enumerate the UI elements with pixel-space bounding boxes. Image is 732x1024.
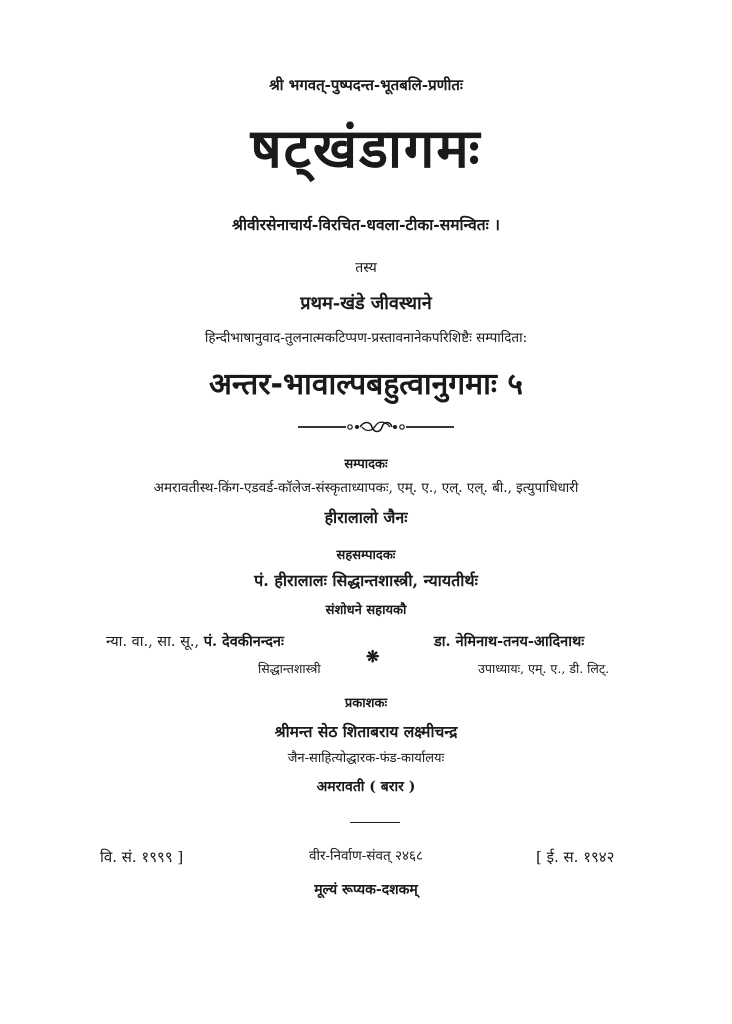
edition-note: हिन्दीभाषानुवाद-तुलनात्मकटिप्पण-प्रस्तावनानेकपरिशिष्टैः सम्पादिता:: [204, 330, 528, 346]
short-divider: [350, 822, 400, 823]
tasya-line: तस्य: [355, 260, 377, 276]
assistant-left: [106, 633, 321, 676]
ornament-divider-icon: [296, 420, 456, 434]
assistant-left-title: सिद्धान्तशास्त्री: [258, 661, 321, 676]
book-title: षट्खंडागमः: [250, 117, 482, 180]
attribution-line: श्री भगवत्-पुष्पदन्त-भूतबलि-प्रणीतः: [269, 76, 463, 94]
assistant-left-name: पं. देवकीनन्दनः: [203, 633, 284, 650]
assistant-left-prefix: न्या. वा., सा. सू.,: [106, 634, 204, 650]
assistant-right-title: उपाध्यायः, एम्. ए., डी. लिट्.: [478, 661, 610, 676]
volume-title: अन्तर-भावाल्पबहुत्वानुगमाः ५: [208, 367, 523, 402]
assistant-right: [434, 633, 610, 676]
assistants-label: संशोधने सहायकौ: [325, 603, 407, 618]
date-common-era: [ ई. स. १९४२: [536, 848, 615, 866]
publisher-label: प्रकाशकः: [344, 696, 388, 711]
coeditor-label: सहसम्पादकः: [336, 548, 396, 563]
publisher-city: अमरावती ( बरार ): [316, 779, 416, 795]
commentary-line: श्रीवीरसेनाचार्य-विरचित-धवला-टीका-समन्वितः ।: [232, 215, 500, 234]
editor-name: हीरालालो जैनः: [324, 508, 408, 527]
editor-label: सम्पादकः: [344, 457, 388, 472]
price-line: मूल्यं रूप्यक-दशकम्: [314, 882, 418, 898]
coeditor-name: पं. हीरालालः सिद्धान्तशास्त्री, न्यायतीर्थः: [254, 571, 478, 590]
assistant-right-name: डा. नेमिनाथ-तनय-आदिनाथः: [434, 633, 585, 650]
section-line: प्रथम-खंडे जीवस्थाने: [300, 293, 432, 314]
publisher-name: श्रीमन्त सेठ शिताबराय लक्ष्मीचन्द्र: [274, 722, 458, 741]
asterism-icon: ❋: [366, 647, 380, 666]
editor-description: अमरावतीस्थ-किंग-एडवर्ड-कॉलेज-संस्कृताध्यापकः, एम्. ए., एल्. एल्. बी., इत्युपाधिधारी: [153, 480, 579, 496]
date-vikram-samvat: वि. सं. १९९९ ]: [100, 848, 184, 866]
date-vira-nirvana-samvat: वीर-निर्वाण-संवत् २४६८: [308, 848, 424, 864]
publisher-office: जैन-साहित्योद्धारक-फंड-कार्यालयः: [287, 751, 445, 766]
